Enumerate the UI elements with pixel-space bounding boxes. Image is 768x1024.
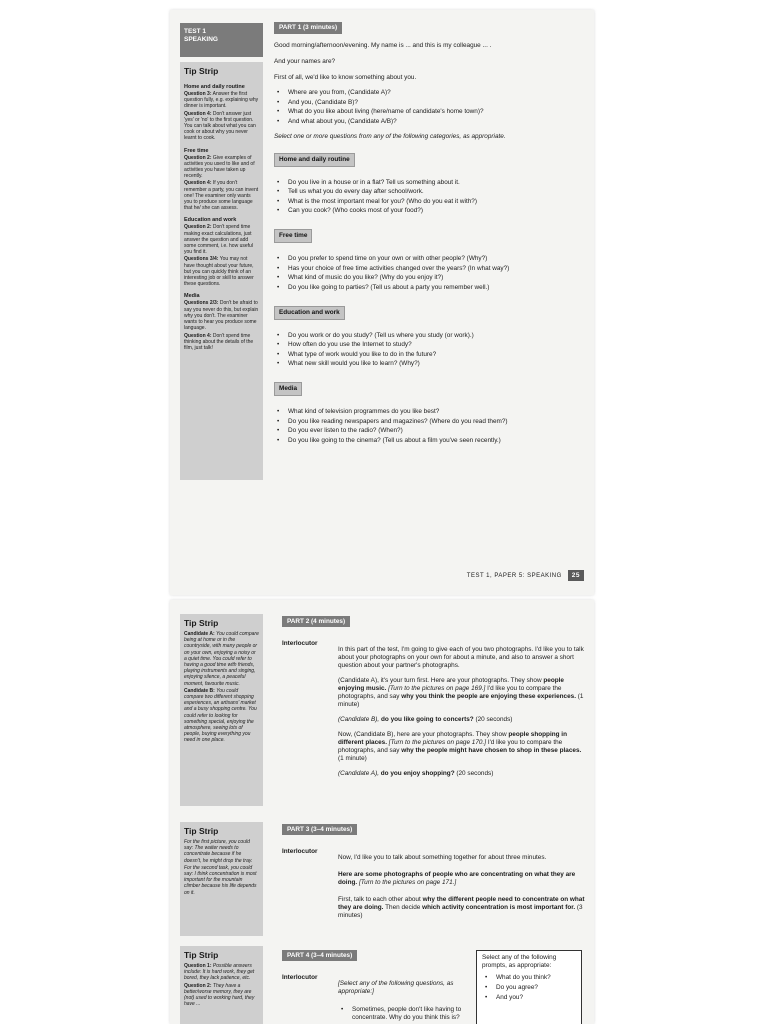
tip-item-text: Don't be afraid to say you never do this, but explain why you don't. The examiner wants to hear you produce some language.: [184, 300, 259, 332]
tip-item: [180, 155, 263, 180]
part2-para3-b: do you like going to concerts?: [381, 716, 474, 724]
tip-item-question: Question 2:: [184, 154, 212, 161]
tip-item-text: Answer the first question fully, e.g. explaining why dinner is important.: [184, 91, 259, 110]
tip-strip-content: [180, 84, 263, 351]
category-question: • What kind of television programmes do you like best?: [284, 408, 586, 416]
tip-item-text: Give examples of activities you used to like and of activities you have taken up recently.: [184, 154, 255, 180]
part3-paragraphs: [338, 848, 586, 927]
tip-item-question: Question 4:: [184, 332, 212, 339]
category-heading: Free time: [274, 229, 312, 243]
part2-para5-c: (20 seconds): [456, 770, 494, 778]
prompt-item: • Do you agree?: [492, 984, 576, 992]
part3-para3-b: why the different people need to concentrate on what they are doing.: [338, 896, 585, 912]
part2-para3-a: (Candidate B),: [338, 716, 380, 724]
tip-candidate-b: [180, 688, 263, 744]
page-number: 25: [568, 570, 584, 581]
category-question: • How often do you use the Internet to study?: [284, 341, 586, 349]
part2-para5-b: do you enjoy shopping?: [380, 770, 455, 778]
tip-part4-q2: [180, 983, 263, 1008]
category-question: • What is the most important meal for you? (Who do you eat it with?): [284, 198, 586, 206]
page-25: [170, 10, 594, 595]
tip-strip-part3: [180, 822, 263, 936]
tip-candidate-a: [180, 631, 263, 687]
tip-part4-q1-label: Question 1:: [184, 963, 212, 969]
category-question-list: [274, 332, 586, 369]
tip-section-heading: Home and daily routine: [184, 84, 245, 90]
part2-para2-b: people enjoying music.: [338, 677, 564, 693]
interlocutor-label-part3: Interlocutor: [282, 848, 318, 855]
part2-para5: [338, 770, 586, 778]
tip-part4-q2-text: They have a better/worse memory, they are (not) used to working hard, they have ...: [184, 982, 255, 1008]
part4-question: • Sometimes, people don't like having to concentrate. Why do you think this is?: [341, 1006, 462, 1022]
category-question: • What type of work would you like to do in the future?: [284, 351, 586, 359]
intro-question: • And you, (Candidate B)?: [284, 99, 586, 107]
tip-item-question: Questions 2/3:: [184, 300, 219, 307]
page-26: [170, 600, 594, 1024]
category-question-list: [274, 408, 586, 445]
category-question: • Do you like going to the cinema? (Tell us about a film you've seen recently.): [284, 437, 586, 445]
category-heading: Home and daily routine: [274, 153, 355, 167]
part4-paragraphs: [338, 974, 462, 1022]
tip-item-question: Question 2:: [184, 224, 212, 231]
tip-item-text: Don't spend time thinking about the details of the film, just talk!: [184, 332, 254, 351]
test-label: [180, 23, 263, 57]
tip-item-text: Don't answer just 'yes' or 'no' to the first question. You can talk about what you can cook or about why you never learnt to cook.: [184, 110, 256, 142]
category-question: • Do you like going to parties? (Tell us about a party you remember well.): [284, 284, 586, 292]
tip-item-question: Question 4:: [184, 110, 212, 117]
part2-para4-d: I'd like you to compare the photographs, and say: [338, 739, 563, 755]
tip-strip-sidebar: [180, 62, 263, 480]
test-label-line1: TEST 1: [184, 28, 207, 35]
part2-para2-e: why you think the people are enjoying these experiences.: [401, 693, 576, 701]
tip-item: [180, 111, 263, 142]
tip-part3-second: [180, 865, 263, 896]
tip-item: [180, 224, 263, 255]
category-question: • Has your choice of free time activities changed over the years? (In what way?): [284, 265, 586, 273]
prompt-box-intro: Select any of the following prompts, as appropriate:: [482, 954, 557, 969]
part2-para3-c: (20 seconds): [475, 716, 513, 724]
prompt-box: [476, 950, 582, 1024]
part2-para4: [338, 731, 586, 763]
category-question: • Can you cook? (Who cooks most of your food?): [284, 207, 586, 215]
page-footer: [467, 570, 584, 581]
part2-para2-c: [Turn to the pictures on page 169.]: [388, 685, 486, 693]
category-question: • Do you work or do you study? (Tell us where you study (or work).): [284, 332, 586, 340]
tip-strip-title: Tip Strip: [184, 66, 219, 76]
category-question: • Tell us what you do every day after school/work.: [284, 188, 586, 196]
part2-para2-d: I'd like you to compare the photographs, and say: [338, 685, 562, 701]
instruction: Select one or more questions from any of the following categories, as appropriate.: [274, 132, 506, 140]
category-block: [274, 382, 586, 445]
footer-text: TEST 1, PAPER 5: SPEAKING: [466, 572, 562, 579]
part2-para3: [338, 716, 586, 724]
category-block: [274, 153, 586, 216]
question-categories: [274, 153, 586, 445]
tip-strip-title: Tip Strip: [184, 618, 219, 628]
tip-item-question: Question 3:: [184, 91, 212, 97]
category-question: • What kind of music do you like? (Why do you enjoy it?): [284, 274, 586, 282]
tip-part3-first-text: For the first picture, you could say: The waiter needs to concentrate because if he doesn't, he might drop the tray.: [184, 839, 253, 864]
part2-para2-a: (Candidate A), it's your turn first. Here are your photographs. They show: [338, 677, 542, 685]
tip-item-question: Questions 3/4:: [184, 256, 219, 263]
intro-question: • What do you like about living (here/name of candidate's home town)?: [284, 108, 586, 116]
intro-greeting: Good morning/afternoon/evening. My name is ... and this is my colleague ... .: [274, 42, 492, 49]
tip-section-heading: Free time: [184, 147, 209, 154]
tip-strip-title: Tip Strip: [184, 826, 219, 836]
part4-label: PART 4 (3–4 minutes): [282, 950, 357, 961]
category-question: • Do you like reading newspapers and magazines? (Where do you read them?): [284, 418, 586, 426]
part2-para2: [338, 677, 586, 709]
prompt-item: • And you?: [492, 994, 576, 1002]
part3-label: PART 3 (3–4 minutes): [282, 824, 357, 835]
tip-candidate-a-label: Candidate A:: [184, 631, 215, 637]
tip-item-text: Don't spend time making exact calculations, just answer the question and add some comment, i.e. how useful you find it.: [184, 224, 253, 256]
part3-para2-a: Here are some photographs of people who are concentrating on what they are doing.: [338, 871, 576, 887]
prompt-item: • What do you think?: [492, 974, 576, 982]
part2-para4-e: why the people might have chosen to shop in these places.: [401, 747, 582, 755]
part3-para3-d: which activity concentration is most important for.: [422, 904, 576, 912]
tip-part4-q2-label: Question 2:: [184, 982, 212, 989]
part2-para4-c: [Turn to the pictures on page 170.]: [388, 739, 487, 747]
part2-para4-b: people shopping in different places.: [338, 731, 567, 747]
part2-para5-a: (Candidate A),: [338, 770, 379, 778]
tip-candidate-a-text: You could compare being at home or in the countryside, with many people or on your own, enjoying a noisy or a quiet time. You could refer to having a good time with friends, playing instruments and singing, enjoying silence, a peaceful moment, favourite music.: [184, 631, 259, 687]
category-question: • Do you live in a house or in a flat? Tell us something about it.: [284, 179, 586, 187]
tip-item: [180, 180, 263, 211]
part4-question-text: Sometimes, people don't like having to concentrate. Why do you think this is?: [352, 1006, 462, 1022]
test-label-line2: SPEAKING: [184, 36, 218, 43]
tip-part3-first: [180, 839, 263, 864]
tip-candidate-b-label: Candidate B:: [184, 687, 215, 694]
category-block: [274, 306, 586, 369]
part2-para4-f: (1 minute): [338, 755, 367, 763]
part3-para3-a: First, talk to each other about: [338, 896, 421, 904]
category-question-list: [274, 179, 586, 216]
tip-strip-part4: [180, 946, 263, 1024]
tip-section-heading: Media: [184, 293, 200, 300]
part3-para3-c: Then decide: [385, 904, 421, 912]
intro-about: First of all, we'd like to know something about you.: [274, 74, 417, 81]
category-heading: Media: [274, 382, 302, 396]
part2-para2-f: (1 minute): [338, 693, 584, 709]
intro-names: And your names are?: [274, 58, 336, 65]
tip-section-heading: Education and work: [184, 217, 237, 224]
part1-content: [274, 22, 586, 446]
intro-question: • And what about you, (Candidate A/B)?: [284, 118, 586, 126]
part4-para1: [Select any of the following questions, as appropriate:]: [338, 980, 454, 996]
category-question-list: [274, 255, 586, 292]
prompt-list: [482, 974, 576, 1002]
intro-question-list: [274, 89, 586, 126]
part3-para1: Now, I'd like you to talk about something together for about three minutes.: [338, 854, 547, 862]
tip-item: [180, 300, 263, 331]
part2-label: PART 2 (4 minutes): [282, 616, 350, 627]
tip-item-text: If you don't remember a party, you can invent one! The examiner only wants you to produce some language that he/ she can assess.: [184, 180, 259, 212]
part2-paragraphs: [338, 640, 586, 785]
tip-strip-title: Tip Strip: [184, 950, 219, 960]
tip-part4-q1: [180, 963, 263, 982]
part1-label: PART 1 (3 minutes): [274, 22, 342, 34]
category-block: [274, 229, 586, 292]
category-question: • Do you ever listen to the radio? (When?): [284, 427, 586, 435]
interlocutor-label-part4: Interlocutor: [282, 974, 318, 981]
tip-item: [180, 333, 263, 352]
tip-candidate-b-text: You could compare two different shopping experiences, an artisans' market and a busy shopping centre. You could refer to looking for something special, enjoying the atmosphere, seeing lots of people, buying everything you need in one place.: [184, 687, 257, 744]
tip-strip-part2: [180, 614, 263, 806]
category-question: • What new skill would you like to learn? (Why?): [284, 360, 586, 368]
tip-item-text: You may not have thought about your future, but you can quickly think of an interesting job or skill to answer these questions.: [184, 256, 254, 288]
tip-item: [180, 91, 263, 110]
tip-item-question: Question 4:: [184, 180, 212, 187]
part2-para1: In this part of the test, I'm going to give each of you two photographs. I'd like you to talk about your photographs on your own for about a minute, and also to answer a short question about your partner's photographs.: [338, 646, 584, 670]
part3-para2-b: [Turn to the pictures on page 171.]: [358, 879, 457, 887]
tip-part4-q1-text: Possible answers include: It is hard work, they get bored, they lack patience, etc.: [184, 963, 255, 982]
tip-item: [180, 256, 263, 287]
category-question: • Do you prefer to spend time on your own or with other people? (Why?): [284, 255, 586, 263]
intro-question: • Where are you from, (Candidate A)?: [284, 89, 586, 97]
part3-para3-e: (3 minutes): [338, 904, 583, 920]
part4-question-list: [338, 1006, 462, 1022]
part3-para3: [338, 896, 586, 920]
tip-part3-second-text: For the second task, you could say: I think concentration is most important for the mountain climber because his life depends on it.: [184, 864, 257, 896]
part2-para4-a: Now, (Candidate B), here are your photographs. They show: [338, 731, 507, 739]
part3-para2: [338, 871, 586, 887]
interlocutor-label-part2: Interlocutor: [282, 640, 318, 647]
category-heading: Education and work: [274, 306, 345, 320]
